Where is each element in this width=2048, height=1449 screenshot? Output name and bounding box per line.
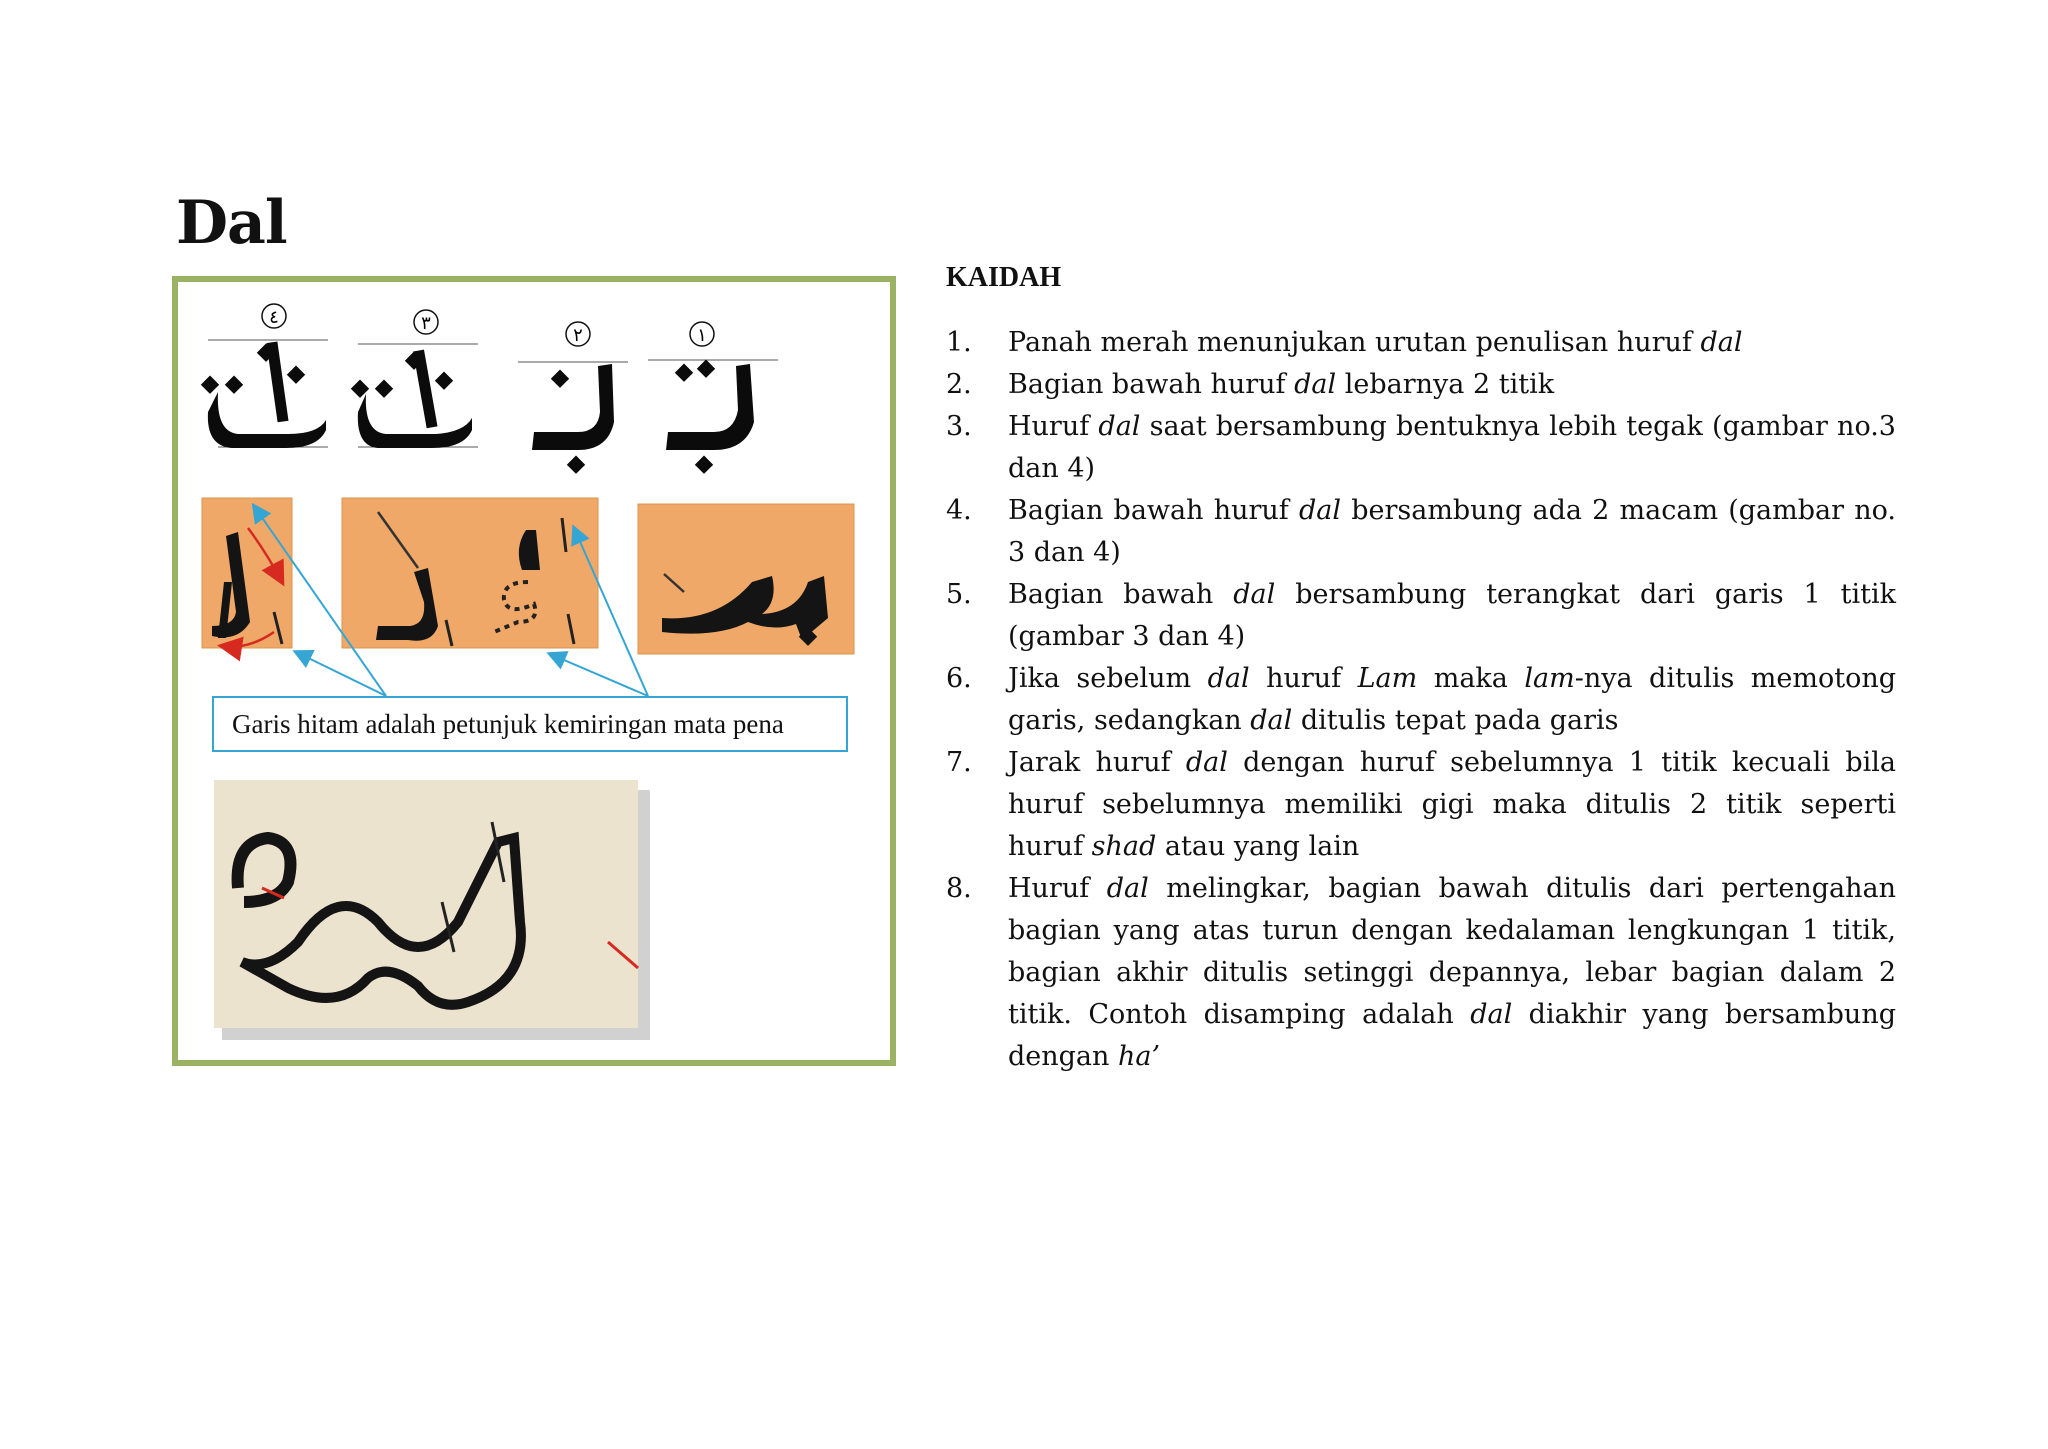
rules-heading: KAIDAH [946,262,1062,293]
dot-guide-lines [208,340,778,447]
rule-text: saat bersambung bentuknya lebih tegak (gambar no.3 dan 4) [1008,411,1896,484]
rule-text: bersambung terangkat dari garis 1 titik (gambar 3 dan 4) [1008,579,1896,652]
page-title: Dal [176,188,287,258]
rule-text: maka [1417,663,1525,694]
orange-panel-2 [342,498,598,648]
rule-item [946,364,1896,406]
rule-item [946,868,1896,1078]
rule-number: 6. [946,663,972,694]
rule-text: -nya ditulis memotong garis, sedangkan [1008,663,1897,736]
pen-angle-caption: Garis hitam adalah petunjuk kemiringan mata pena [212,696,848,752]
rule-item [946,574,1896,658]
rule-text: Jarak huruf [1008,747,1186,778]
dal-stage-1-glyph [666,360,754,474]
rule-number: 2. [946,369,972,400]
rule-text: Panah merah menunjukan urutan penulisan huruf [1008,327,1701,358]
rule-number: 4. [946,495,972,526]
svg-text:٣: ٣ [421,313,431,334]
step-number-4 [262,304,286,328]
rule-text: atau yang lain [1156,831,1360,862]
rule-text: bersambung ada 2 macam (gambar no. 3 dan 4) [1008,495,1896,568]
rule-text: dal [1298,495,1342,526]
rule-text: diakhir yang bersambung dengan [1008,999,1896,1072]
rule-text: dal [1185,747,1228,778]
svg-text:٤: ٤ [269,307,279,328]
rule-item [946,322,1896,364]
rule-number: 5. [946,579,972,610]
rule-text: dal [1294,369,1337,400]
rules-section [946,262,1896,1078]
orange-panel-1 [202,498,292,648]
dal-stage-4-glyph [201,342,326,448]
rule-text: dal [1250,705,1293,736]
rule-text: Huruf [1008,411,1099,442]
rule-text: dal [1470,999,1513,1030]
rule-text: Bagian bawah huruf [1008,369,1295,400]
rule-text: Lam [1357,663,1418,694]
rule-text: dal [1207,663,1250,694]
rule-number: 3. [946,411,972,442]
rule-number: 7. [946,747,972,778]
rules-list [946,322,1896,1078]
step-number-1 [690,322,714,346]
dal-stage-3-glyph [351,350,472,448]
step-number-2 [566,322,590,346]
rule-text: dengan huruf sebelumnya 1 titik kecuali bila huruf sebelumnya memiliki gigi maka ditulis 2 titik seperti huruf [1008,747,1896,862]
dal-illustration-figure [172,276,896,1066]
svg-text:١: ١ [697,325,707,346]
rule-text: Bagian bawah huruf [1008,495,1299,526]
rule-text: shad [1091,831,1157,862]
rule-text: ha’ [1118,1041,1161,1072]
rule-text: huruf [1249,663,1358,694]
svg-text:٢: ٢ [573,325,583,346]
rule-item [946,406,1896,490]
rule-text: lam [1524,663,1575,694]
rule-text: dal [1098,411,1141,442]
rule-item [946,490,1896,574]
dal-stage-2-glyph [532,364,614,474]
rule-text: Jika sebelum [1008,663,1208,694]
rule-text: lebarnya 2 titik [1336,369,1555,400]
dal-ha-example-panel [214,780,650,1040]
rule-number: 1. [946,327,972,358]
rule-text: dal [1700,327,1743,358]
rule-number: 8. [946,873,972,904]
rule-text: Huruf [1008,873,1107,904]
calligraphy-illustration [178,282,890,1060]
rule-item [946,658,1896,742]
rule-text: ditulis tepat pada garis [1292,705,1619,736]
rule-text: dal [1106,873,1149,904]
rule-text: dal [1233,579,1276,610]
rule-text: Bagian bawah [1008,579,1234,610]
rule-text: melingkar, bagian bawah ditulis dari pertengahan bagian yang atas turun dengan kedalaman lengkungan 1 titik, bagian akhir ditulis setinggi depannya, lebar bagian dalam 2 titik. Contoh disamping adalah [1008,873,1896,1030]
rule-item [946,742,1896,868]
orange-panel-3 [638,504,854,654]
step-number-3 [414,310,438,334]
